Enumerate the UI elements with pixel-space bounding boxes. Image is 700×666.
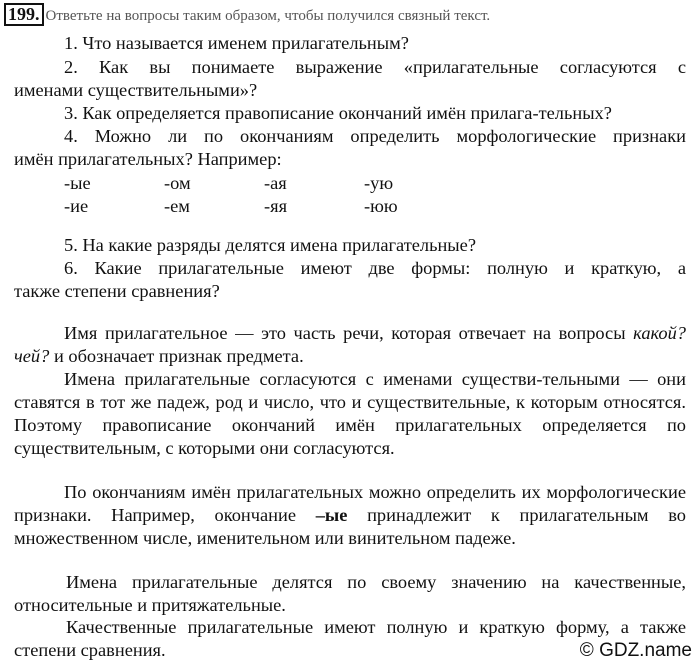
endings-row-2 <box>0 195 700 217</box>
question-3: 3. Как определяется правописание окончаний имён прилага-тельных? <box>64 103 612 123</box>
answer-paragraph-5: Качественные прилагательные имеют полную и краткую форму, а также степени сравнения. <box>14 617 686 660</box>
ending: -ая <box>264 173 287 193</box>
copyright-watermark: © GDZ.name <box>579 640 692 661</box>
answer-paragraph-4: Имена прилагательные делятся по своему значению на качественные, относительные и притяжательные. <box>14 572 686 615</box>
answer-text: принадлежит к прилагательным во множественном числе, именительном или винительном падеже. <box>14 505 686 548</box>
answer-italic-questions: какой? чей? <box>14 323 686 366</box>
ending: -ем <box>164 196 190 216</box>
ending: -яя <box>264 196 288 216</box>
question-6-line-2: также степени сравнения? <box>14 281 220 301</box>
answer-paragraph-2: Имена прилагательные согласуются с именами существи-тельными — они ставятся в тот же падеж, род и число, что и существительные, к которым относятся. Поэтому правописание окончаний имён прилагательных определяется по существительным, с которыми они согласуются. <box>14 369 686 458</box>
answer-bold-ending: –ые <box>315 505 348 525</box>
answer-text: и обозначает признак предмета. <box>53 346 304 366</box>
ending: -ые <box>64 173 91 193</box>
question-4-line-2: имён прилагательных? Например: <box>14 149 282 169</box>
question-5: 5. На какие разряды делятся имена прилагательные? <box>64 235 476 255</box>
question-6-line-1: 6. Какие прилагательные имеют две формы: полную и краткую, а <box>64 258 686 278</box>
answer-text: Имя прилагательное — это часть речи, которая отвечает на вопросы <box>64 323 626 343</box>
question-4-line-1: 4. Можно ли по окончаниям определить морфологические признаки <box>64 126 686 146</box>
ending: -ом <box>164 173 191 193</box>
ending: -ие <box>64 196 89 216</box>
task-header <box>4 3 490 26</box>
question-2-line-2: именами существительными»? <box>14 80 258 100</box>
question-2-line-1: 2. Как вы понимаете выражение «прилагательные согласуются с <box>64 57 686 77</box>
ending: -юю <box>364 196 398 216</box>
task-number: 199. <box>4 3 44 26</box>
ending: -ую <box>364 173 394 193</box>
question-1: 1. Что называется именем прилагательным? <box>64 33 409 53</box>
answer-paragraph-3 <box>14 481 686 550</box>
task-instruction: Ответьте на вопросы таким образом, чтобы получился связный текст. <box>45 8 491 24</box>
answer-paragraph-1 <box>14 322 686 368</box>
endings-row-1 <box>0 172 700 194</box>
answer-text: По окончаниям имён прилагательных можно определить их морфологические признаки. Например, окончание <box>14 482 686 525</box>
